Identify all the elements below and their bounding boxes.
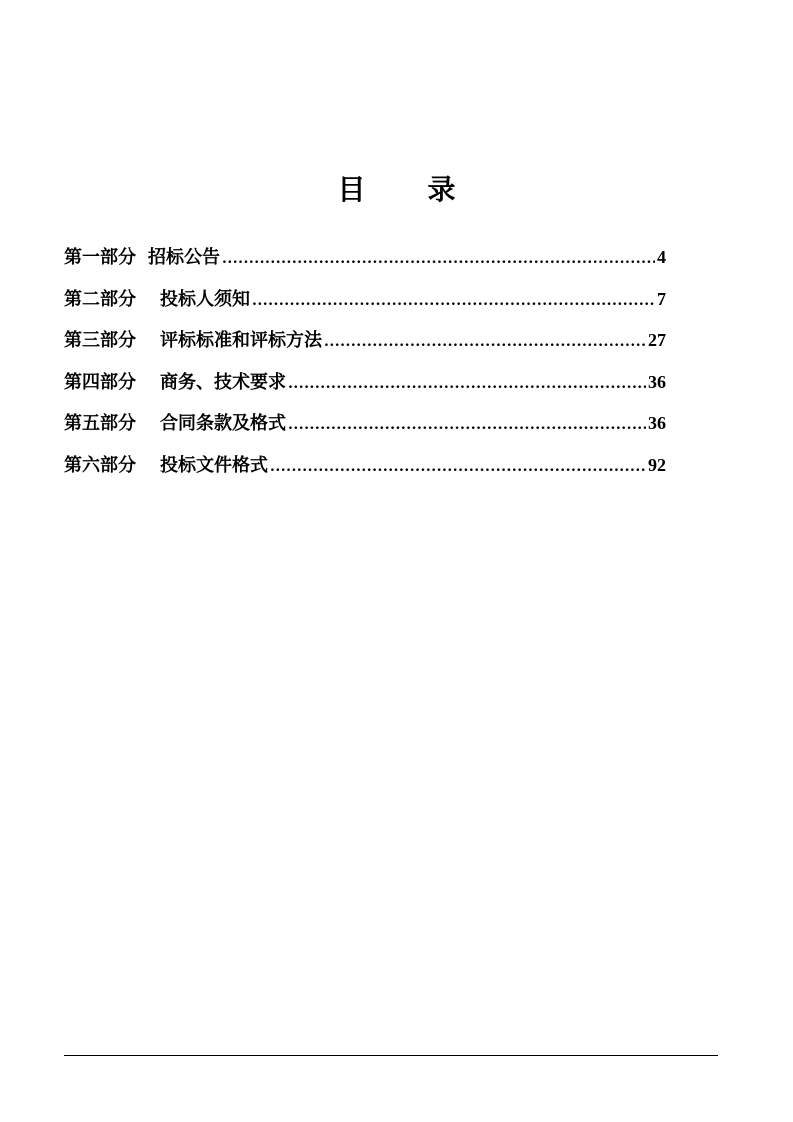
toc-entry-5[interactable]	[64, 409, 666, 451]
toc-leader	[222, 251, 655, 267]
toc-entry-3[interactable]	[64, 326, 666, 368]
toc-part: 第一部分	[64, 247, 136, 268]
toc-part: 第三部分	[64, 330, 136, 351]
footer-divider	[64, 1055, 718, 1056]
toc-part: 第六部分	[64, 454, 136, 476]
toc-label: 评标标准和评标方法	[160, 330, 322, 351]
toc-part: 第二部分	[64, 288, 136, 310]
table-of-contents	[64, 243, 666, 492]
toc-leader	[288, 376, 646, 392]
toc-label: 招标公告	[148, 247, 220, 268]
toc-label: 商务、技术要求	[160, 371, 286, 393]
toc-page-number: 36	[648, 371, 666, 392]
toc-label: 投标文件格式	[160, 454, 268, 476]
toc-entry-1[interactable]	[64, 243, 666, 285]
toc-leader	[270, 459, 646, 475]
toc-leader	[288, 417, 646, 433]
toc-label: 投标人须知	[160, 288, 250, 310]
toc-label: 合同条款及格式	[160, 413, 286, 434]
toc-entry-2[interactable]	[64, 285, 666, 327]
toc-entry-6[interactable]	[64, 451, 666, 493]
toc-entry-4[interactable]	[64, 368, 666, 410]
toc-part: 第五部分	[64, 413, 136, 434]
title-char-1: 目	[337, 173, 366, 206]
toc-leader	[252, 293, 655, 309]
toc-page-number: 7	[657, 288, 666, 309]
toc-page-number: 4	[657, 247, 666, 267]
toc-page-number: 27	[648, 330, 666, 350]
toc-page-number: 36	[648, 413, 666, 433]
toc-page-number: 92	[648, 454, 666, 475]
title-char-2: 录	[427, 173, 456, 206]
toc-leader	[324, 334, 646, 350]
page-title	[0, 168, 793, 208]
toc-part: 第四部分	[64, 371, 136, 393]
